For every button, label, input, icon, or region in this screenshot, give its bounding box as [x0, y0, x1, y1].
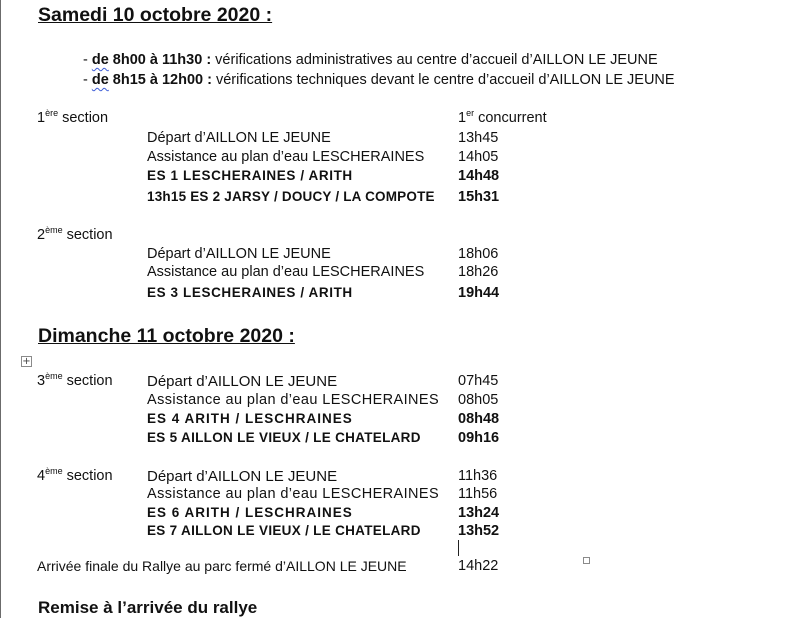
saturday-heading: Samedi 10 octobre 2020 : — [38, 4, 273, 26]
schedule-row-time: 18h26 — [458, 264, 499, 280]
schedule-row-label: Départ d’AILLON LE JEUNE — [147, 373, 338, 390]
section-3-label — [37, 373, 113, 389]
move-icon[interactable]: + — [22, 356, 31, 367]
remise-heading: Remise à l’arrivée du rallye — [38, 598, 258, 617]
section-number: 3 — [37, 373, 46, 389]
sunday-heading: Dimanche 11 octobre 2020 : — [38, 325, 295, 347]
page-edge — [0, 0, 1, 618]
section-number: 1 — [37, 110, 46, 126]
schedule-row-time: 07h45 — [458, 373, 499, 389]
bullet-dash: - — [83, 72, 92, 88]
section-2-label — [37, 227, 113, 243]
schedule-row-label: Départ d’AILLON LE JEUNE — [147, 246, 331, 262]
header-ordinal: er — [466, 108, 475, 118]
special-stage-time: 13h52 — [458, 523, 500, 539]
bullet-tech-checks — [83, 72, 675, 88]
section-4-label — [37, 468, 113, 484]
special-stage-label: ES 4 ARITH / LESCHRAINES — [147, 411, 353, 426]
schedule-row-label: Assistance au plan d’eau LESCHERAINES — [147, 264, 425, 280]
bullet-dash: - — [83, 52, 92, 68]
special-stage-time: 08h48 — [458, 411, 500, 427]
section-number: 2 — [37, 227, 46, 243]
special-stage-time: 13h24 — [458, 505, 500, 521]
special-stage-label: ES 7 AILLON LE VIEUX / LE CHATELARD — [147, 523, 421, 538]
special-stage-time: 09h16 — [458, 430, 500, 446]
final-arrival-label: Arrivée finale du Rallye au parc fermé d’AILLON LE JEUNE — [37, 558, 407, 574]
schedule-row-label: Assistance au plan d’eau LESCHERAINES — [147, 486, 440, 502]
special-stage-label: ES 3 LESCHERAINES / ARITH — [147, 285, 353, 300]
special-stage-time: 15h31 — [458, 189, 500, 205]
section-number: 4 — [37, 468, 46, 484]
schedule-row-time: 13h45 — [458, 130, 499, 146]
schedule-row-label: Assistance au plan d’eau LESCHERAINES — [147, 149, 425, 165]
bullet-word: de — [91, 72, 109, 88]
schedule-row-label: Départ d’AILLON LE JEUNE — [147, 468, 338, 485]
special-stage-label: 13h15 ES 2 JARSY / DOUCY / LA COMPOTE — [147, 189, 435, 204]
section-word: section — [58, 110, 109, 126]
schedule-row-label: Assistance au plan d’eau LESCHERAINES — [147, 392, 440, 408]
schedule-row-time: 18h06 — [458, 246, 499, 262]
schedule-row-time: 11h36 — [458, 468, 498, 484]
final-arrival-time: 14h22 — [458, 558, 499, 574]
bullet-time-range: 8h00 à 11h30 : — [108, 52, 212, 68]
section-ordinal: ème — [45, 225, 63, 235]
special-stage-time: 14h48 — [458, 168, 500, 184]
bullet-text: vérifications administratives au centre d’accueil d’AILLON LE JEUNE — [211, 52, 658, 68]
special-stage-label: ES 5 AILLON LE VIEUX / LE CHATELARD — [147, 430, 421, 445]
resize-handle-icon[interactable] — [583, 557, 590, 564]
bullet-word: de — [91, 52, 109, 68]
section-word: section — [62, 227, 113, 243]
header-word: concurrent — [474, 110, 547, 126]
first-competitor-header — [458, 110, 547, 126]
section-ordinal: ème — [45, 371, 63, 381]
schedule-row-time: 11h56 — [458, 486, 498, 502]
special-stage-label: ES 6 ARITH / LESCHRAINES — [147, 505, 353, 520]
section-1-label — [37, 110, 108, 126]
schedule-row-label: Départ d’AILLON LE JEUNE — [147, 130, 331, 146]
special-stage-label: ES 1 LESCHERAINES / ARITH — [147, 168, 353, 183]
section-word: section — [62, 468, 113, 484]
text-caret — [458, 540, 459, 556]
special-stage-time: 19h44 — [458, 285, 500, 301]
bullet-admin-checks — [83, 52, 658, 68]
bullet-time-range: 8h15 à 12h00 : — [108, 72, 212, 88]
header-number: 1 — [458, 110, 467, 126]
section-word: section — [62, 373, 113, 389]
bullet-text: vérifications techniques devant le centre d’accueil d’AILLON LE JEUNE — [211, 72, 675, 88]
section-ordinal: ème — [45, 466, 63, 476]
schedule-row-time: 08h05 — [458, 392, 499, 408]
schedule-row-time: 14h05 — [458, 149, 499, 165]
section-ordinal: ère — [45, 108, 59, 118]
